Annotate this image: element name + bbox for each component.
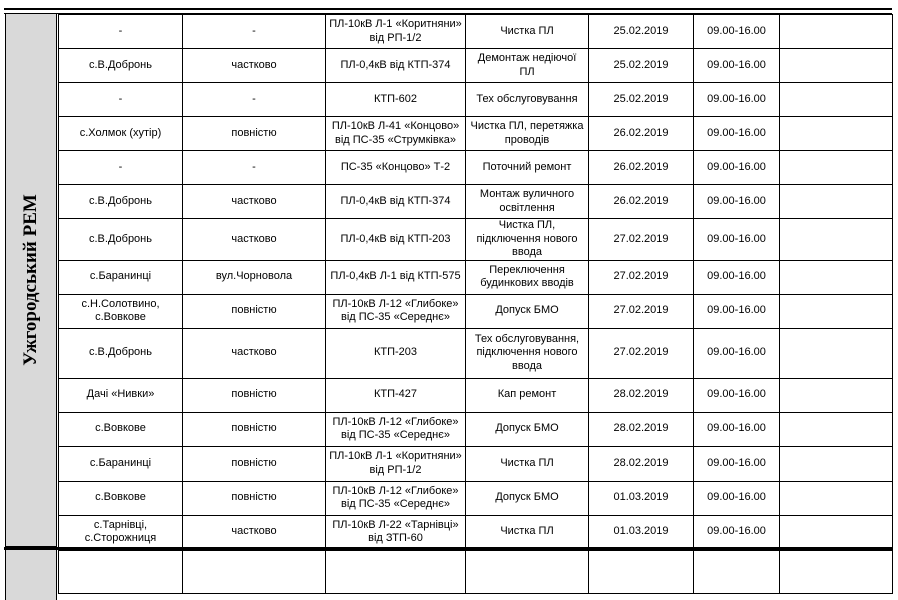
time-cell: 09.00-16.00 bbox=[694, 515, 780, 549]
settlement-cell: с.В.Добронь bbox=[59, 219, 183, 261]
empty-cell bbox=[326, 551, 466, 594]
empty-cell bbox=[589, 551, 694, 594]
work-cell: Допуск БМО bbox=[466, 481, 589, 515]
work-cell: Чистка ПЛ bbox=[466, 15, 589, 49]
date-cell: 01.03.2019 bbox=[589, 515, 694, 549]
empty-cell bbox=[466, 551, 589, 594]
settlement-cell: Дачі «Нивки» bbox=[59, 378, 183, 412]
scope-cell: повністю bbox=[183, 117, 326, 151]
date-cell: 27.02.2019 bbox=[589, 328, 694, 378]
object-cell: ПЛ-10кВ Л-1 «Коритняни» від РП-1/2 bbox=[326, 15, 466, 49]
empty-cell bbox=[59, 551, 183, 594]
work-cell: Монтаж вуличного освітлення bbox=[466, 185, 589, 219]
scope-cell: - bbox=[183, 151, 326, 185]
outage-table-body bbox=[59, 15, 893, 550]
date-cell: 27.02.2019 bbox=[589, 260, 694, 294]
work-cell: Тех обслуговування bbox=[466, 83, 589, 117]
scope-cell: частково bbox=[183, 219, 326, 261]
notes-cell bbox=[780, 15, 893, 49]
object-cell: ПЛ-10кВ Л-12 «Глибоке» від ПС-35 «Середнє» bbox=[326, 294, 466, 328]
settlement-cell: с.В.Добронь bbox=[59, 49, 183, 83]
notes-cell bbox=[780, 151, 893, 185]
scope-cell: повністю bbox=[183, 378, 326, 412]
table-row bbox=[59, 117, 893, 151]
settlement-cell: с.Вовкове bbox=[59, 412, 183, 446]
object-cell: ПЛ-0,4кВ від КТП-374 bbox=[326, 185, 466, 219]
time-cell: 09.00-16.00 bbox=[694, 49, 780, 83]
work-cell: Чистка ПЛ, перетяжка проводів bbox=[466, 117, 589, 151]
work-cell: Демонтаж недіючої ПЛ bbox=[466, 49, 589, 83]
time-cell: 09.00-16.00 bbox=[694, 378, 780, 412]
date-cell: 01.03.2019 bbox=[589, 481, 694, 515]
region-name: Ужгородський РЕМ bbox=[20, 194, 41, 366]
settlement-cell: с.Баранинці bbox=[59, 446, 183, 481]
scope-cell: повністю bbox=[183, 446, 326, 481]
work-cell: Чистка ПЛ, підключення нового ввода bbox=[466, 219, 589, 261]
work-cell: Чистка ПЛ bbox=[466, 446, 589, 481]
scope-cell: повністю bbox=[183, 412, 326, 446]
object-cell: ПЛ-0,4кВ від КТП-203 bbox=[326, 219, 466, 261]
table-row bbox=[59, 446, 893, 481]
work-cell: Допуск БМО bbox=[466, 294, 589, 328]
notes-cell bbox=[780, 49, 893, 83]
scope-cell: - bbox=[183, 83, 326, 117]
table-row bbox=[59, 294, 893, 328]
schedule-sheet bbox=[4, 0, 892, 600]
object-cell: КТП-203 bbox=[326, 328, 466, 378]
work-cell: Допуск БМО bbox=[466, 412, 589, 446]
notes-cell bbox=[780, 294, 893, 328]
object-cell: ПЛ-10кВ Л-12 «Глибоке» від ПС-35 «Середнє» bbox=[326, 412, 466, 446]
table-row bbox=[59, 515, 893, 549]
notes-cell bbox=[780, 219, 893, 261]
object-cell: ПЛ-10кВ Л-12 «Глибоке» від ПС-35 «Середнє» bbox=[326, 481, 466, 515]
outage-table bbox=[58, 14, 893, 550]
time-cell: 09.00-16.00 bbox=[694, 260, 780, 294]
scope-cell: вул.Чорновола bbox=[183, 260, 326, 294]
settlement-cell: с.В.Добронь bbox=[59, 328, 183, 378]
scope-cell: повністю bbox=[183, 294, 326, 328]
date-cell: 25.02.2019 bbox=[589, 15, 694, 49]
object-cell: КТП-427 bbox=[326, 378, 466, 412]
time-cell: 09.00-16.00 bbox=[694, 219, 780, 261]
work-cell: Переключення будинкових вводів bbox=[466, 260, 589, 294]
work-cell: Кап ремонт bbox=[466, 378, 589, 412]
date-cell: 26.02.2019 bbox=[589, 185, 694, 219]
table-row bbox=[59, 219, 893, 261]
empty-cell bbox=[694, 551, 780, 594]
table-row bbox=[59, 83, 893, 117]
object-cell: ПЛ-10кВ Л-41 «Концово» від ПС-35 «Струмківка» bbox=[326, 117, 466, 151]
empty-cell bbox=[183, 551, 326, 594]
date-cell: 27.02.2019 bbox=[589, 294, 694, 328]
time-cell: 09.00-16.00 bbox=[694, 83, 780, 117]
notes-cell bbox=[780, 260, 893, 294]
table-row bbox=[59, 49, 893, 83]
scope-cell: частково bbox=[183, 328, 326, 378]
table-row bbox=[59, 412, 893, 446]
notes-cell bbox=[780, 328, 893, 378]
settlement-cell: - bbox=[59, 151, 183, 185]
next-region-cell bbox=[5, 550, 57, 600]
work-cell: Поточний ремонт bbox=[466, 151, 589, 185]
table-row bbox=[59, 481, 893, 515]
object-cell: КТП-602 bbox=[326, 83, 466, 117]
table-row bbox=[59, 151, 893, 185]
time-cell: 09.00-16.00 bbox=[694, 412, 780, 446]
date-cell: 26.02.2019 bbox=[589, 117, 694, 151]
scope-cell: частково bbox=[183, 49, 326, 83]
scope-cell: частково bbox=[183, 515, 326, 549]
settlement-cell: с.Холмок (хутір) bbox=[59, 117, 183, 151]
date-cell: 25.02.2019 bbox=[589, 83, 694, 117]
table-row bbox=[59, 15, 893, 49]
time-cell: 09.00-16.00 bbox=[694, 481, 780, 515]
region-cell bbox=[5, 14, 57, 547]
empty-cell bbox=[780, 551, 893, 594]
settlement-cell: с.Вовкове bbox=[59, 481, 183, 515]
scope-cell: повністю bbox=[183, 481, 326, 515]
time-cell: 09.00-16.00 bbox=[694, 117, 780, 151]
date-cell: 28.02.2019 bbox=[589, 412, 694, 446]
object-cell: ПЛ-10кВ Л-1 «Коритняни» від РП-1/2 bbox=[326, 446, 466, 481]
settlement-cell: с.Н.Солотвино, с.Вовкове bbox=[59, 294, 183, 328]
time-cell: 09.00-16.00 bbox=[694, 151, 780, 185]
date-cell: 28.02.2019 bbox=[589, 446, 694, 481]
scope-cell: частково bbox=[183, 185, 326, 219]
scope-cell: - bbox=[183, 15, 326, 49]
notes-cell bbox=[780, 83, 893, 117]
object-cell: ПЛ-0,4кВ Л-1 від КТП-575 bbox=[326, 260, 466, 294]
table-row bbox=[59, 378, 893, 412]
table-row bbox=[59, 185, 893, 219]
date-cell: 27.02.2019 bbox=[589, 219, 694, 261]
table-row bbox=[59, 328, 893, 378]
table-row bbox=[59, 551, 893, 594]
settlement-cell: с.Тарнівці, с.Сторожниця bbox=[59, 515, 183, 549]
notes-cell bbox=[780, 515, 893, 549]
time-cell: 09.00-16.00 bbox=[694, 446, 780, 481]
notes-cell bbox=[780, 412, 893, 446]
work-cell: Тех обслуговування, підключення нового ввода bbox=[466, 328, 589, 378]
object-cell: ПЛ-0,4кВ від КТП-374 bbox=[326, 49, 466, 83]
notes-cell bbox=[780, 378, 893, 412]
notes-cell bbox=[780, 185, 893, 219]
next-section-table bbox=[58, 550, 893, 594]
object-cell: ПС-35 «Концово» Т-2 bbox=[326, 151, 466, 185]
settlement-cell: с.В.Добронь bbox=[59, 185, 183, 219]
settlement-cell: с.Баранинці bbox=[59, 260, 183, 294]
settlement-cell: - bbox=[59, 15, 183, 49]
time-cell: 09.00-16.00 bbox=[694, 185, 780, 219]
notes-cell bbox=[780, 117, 893, 151]
object-cell: ПЛ-10кВ Л-22 «Тарнівці» від ЗТП-60 bbox=[326, 515, 466, 549]
work-cell: Чистка ПЛ bbox=[466, 515, 589, 549]
notes-cell bbox=[780, 446, 893, 481]
time-cell: 09.00-16.00 bbox=[694, 328, 780, 378]
settlement-cell: - bbox=[59, 83, 183, 117]
date-cell: 28.02.2019 bbox=[589, 378, 694, 412]
table-row bbox=[59, 260, 893, 294]
time-cell: 09.00-16.00 bbox=[694, 15, 780, 49]
top-border bbox=[4, 8, 892, 10]
date-cell: 26.02.2019 bbox=[589, 151, 694, 185]
notes-cell bbox=[780, 481, 893, 515]
time-cell: 09.00-16.00 bbox=[694, 294, 780, 328]
date-cell: 25.02.2019 bbox=[589, 49, 694, 83]
